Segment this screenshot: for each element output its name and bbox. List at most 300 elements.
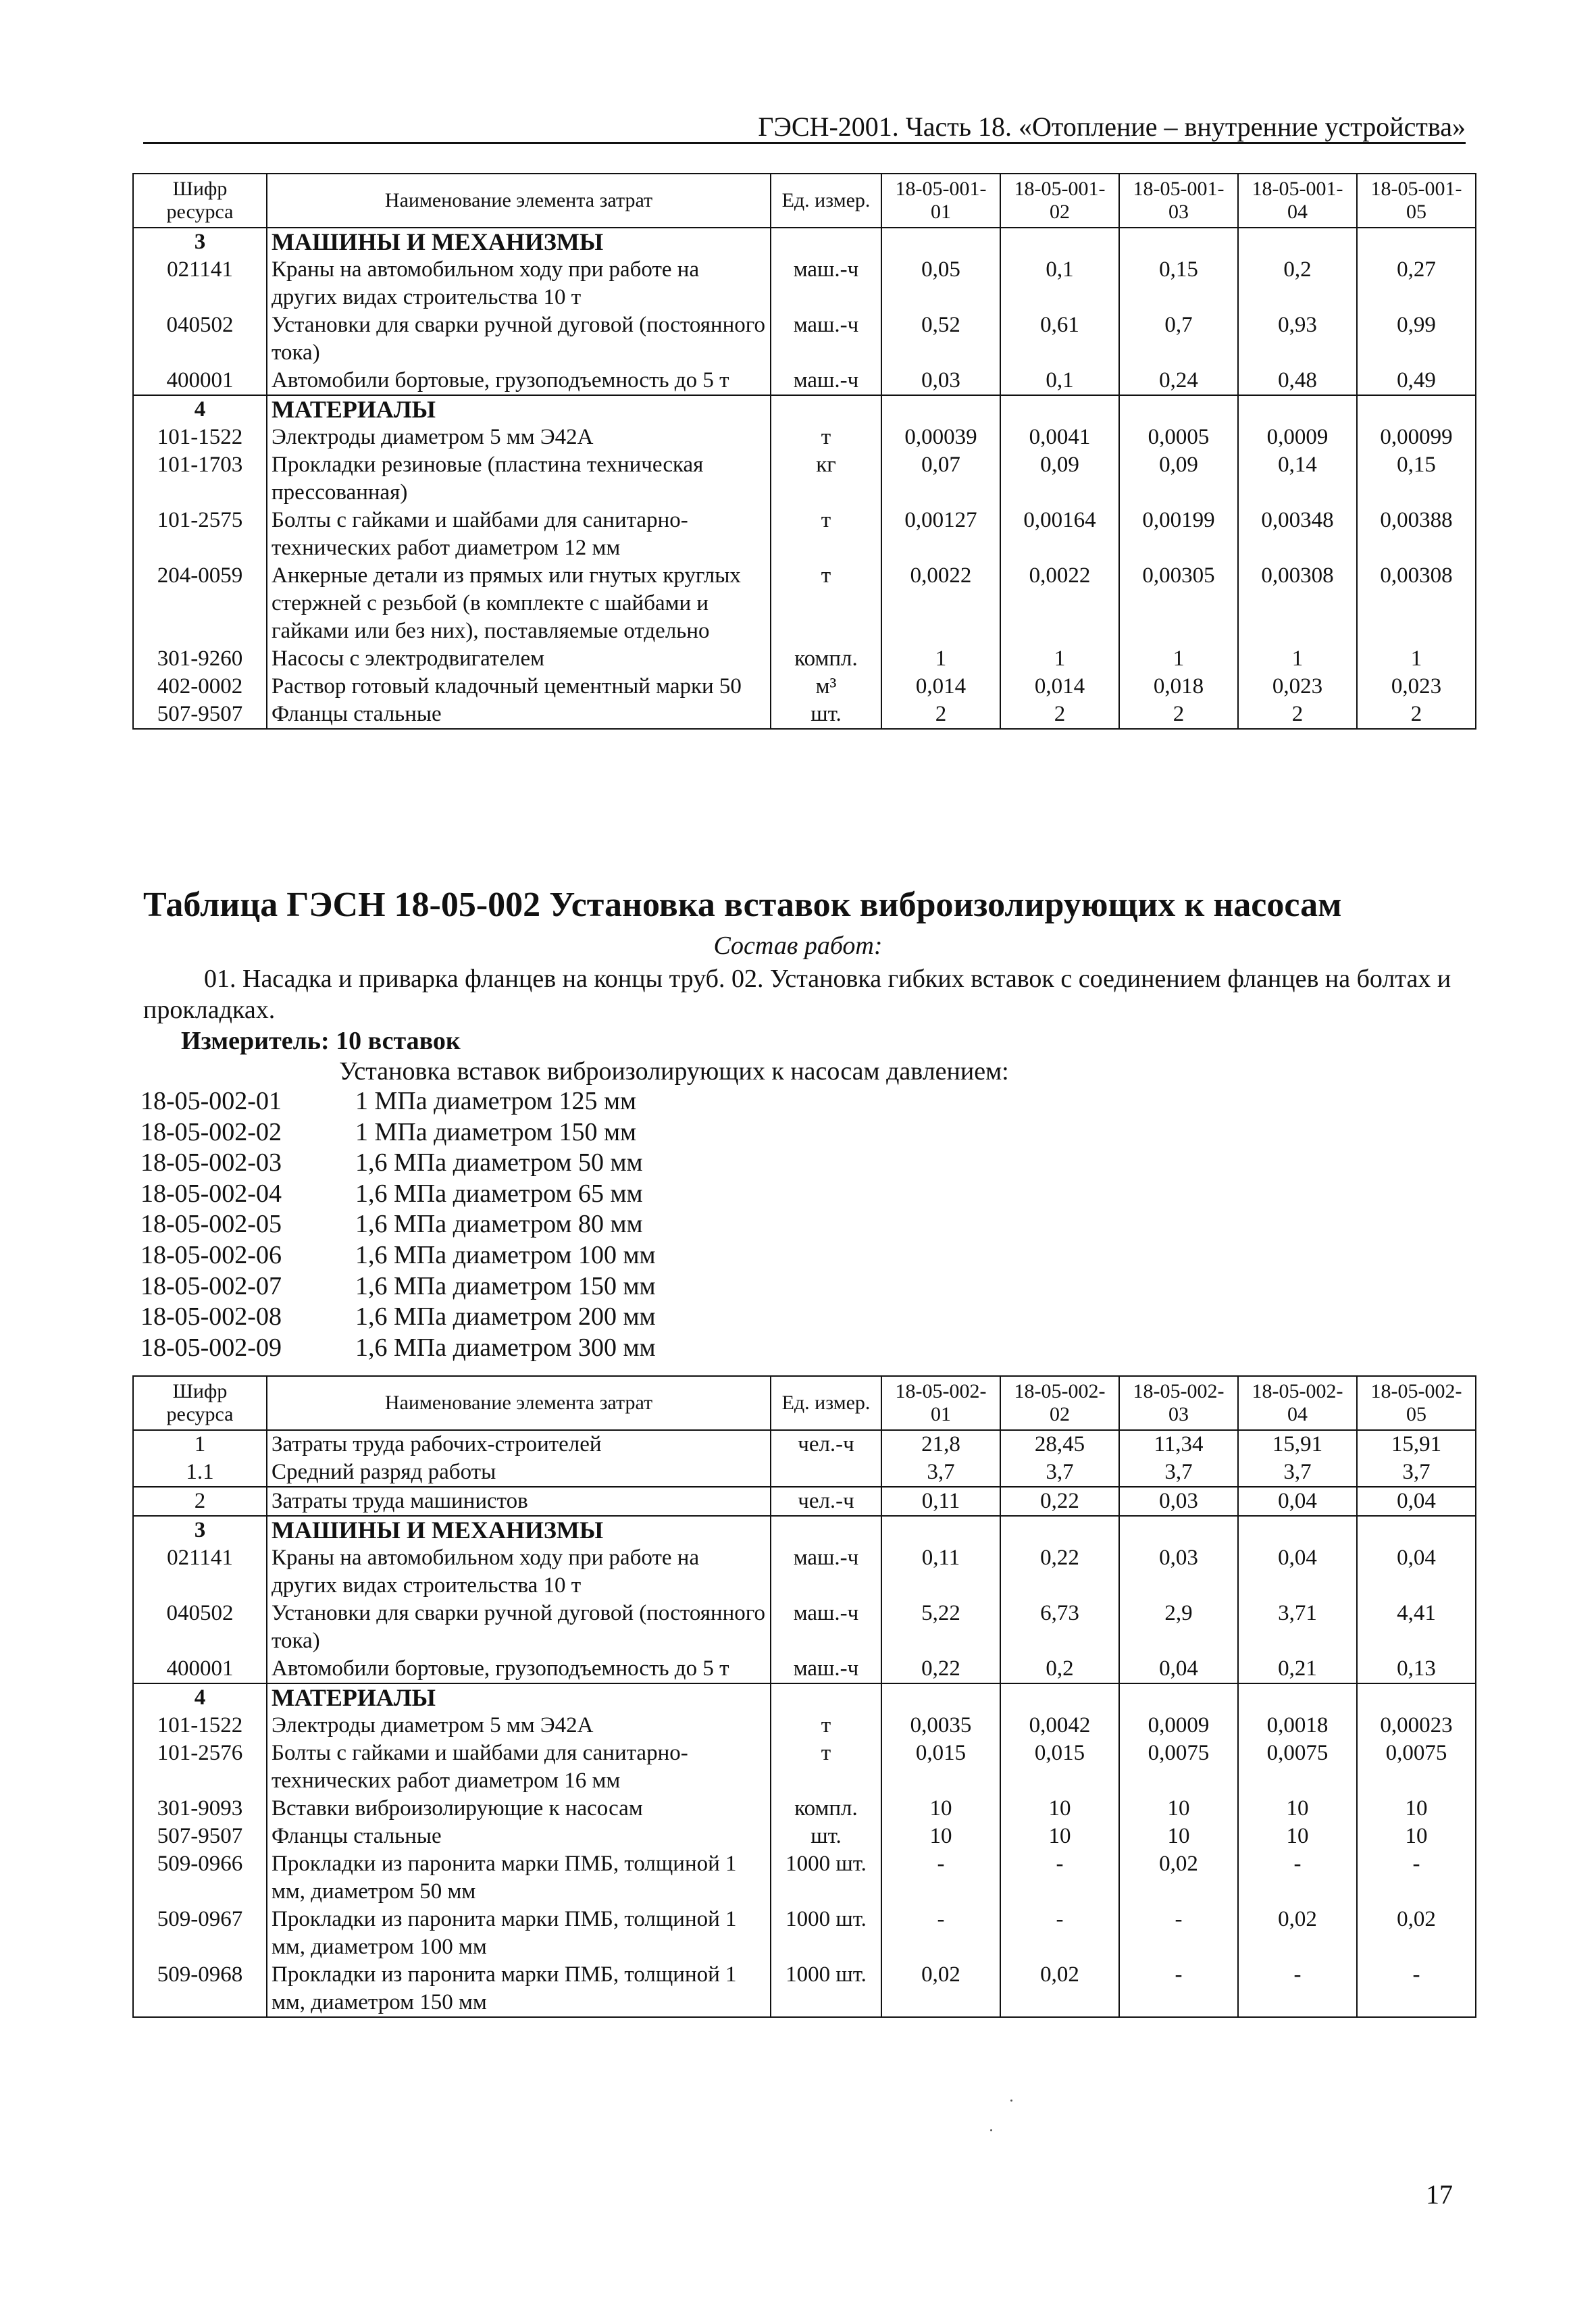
resource-table-002 xyxy=(132,1375,1476,2018)
resource-code: 509-0967 xyxy=(133,1906,267,1961)
table-row xyxy=(133,1430,1476,1458)
resource-code: 101-1522 xyxy=(133,1712,267,1739)
value-cell: - xyxy=(1238,1850,1357,1906)
section-title: МАШИНЫ И МЕХАНИЗМЫ xyxy=(267,1516,771,1544)
resource-name: Установки для сварки ручной дуговой (постоянного тока) xyxy=(267,1600,771,1655)
cell-empty xyxy=(1000,1516,1119,1544)
value-cell: 10 xyxy=(1238,1823,1357,1850)
value-cell: 0,24 xyxy=(1119,367,1238,395)
col-head-norm: 18-05-002-03 xyxy=(1119,1376,1238,1430)
norm-code: 18-05-002-06 xyxy=(140,1240,282,1269)
value-cell: 10 xyxy=(1000,1795,1119,1823)
resource-name: Насосы с электродвигателем xyxy=(267,645,771,673)
list-intro: Установка вставок виброизолирующих к насосам давлением: xyxy=(339,1057,1009,1086)
value-cell: 5,22 xyxy=(881,1600,1000,1655)
resource-name: Болты с гайками и шайбами для санитарно-технических работ диаметром 12 мм xyxy=(267,507,771,562)
unit-cell: маш.-ч xyxy=(771,1600,881,1655)
norm-code: 18-05-002-01 xyxy=(140,1087,282,1115)
value-cell: - xyxy=(881,1850,1000,1906)
resource-name: Затраты труда машинистов xyxy=(267,1487,771,1516)
value-cell: 1 xyxy=(1357,645,1476,673)
value-cell: 3,7 xyxy=(1119,1458,1238,1487)
norm-code: 18-05-002-03 xyxy=(140,1148,282,1177)
resource-name: Прокладки из паронита марки ПМБ, толщиной 1 мм, диаметром 50 мм xyxy=(267,1850,771,1906)
unit-cell: кг xyxy=(771,451,881,507)
table-row xyxy=(133,1487,1476,1516)
section-title: МАТЕРИАЛЫ xyxy=(267,395,771,424)
cell-empty xyxy=(881,395,1000,424)
cell-empty xyxy=(771,1683,881,1712)
resource-code: 509-0966 xyxy=(133,1850,267,1906)
scan-speck xyxy=(1010,2100,1012,2102)
value-cell: 3,7 xyxy=(1000,1458,1119,1487)
value-cell: 11,34 xyxy=(1119,1430,1238,1458)
value-cell: - xyxy=(1119,1961,1238,2017)
value-cell: 0,22 xyxy=(1000,1544,1119,1600)
value-cell: 0,0042 xyxy=(1000,1712,1119,1739)
table-row xyxy=(133,1906,1476,1961)
value-cell: 0,03 xyxy=(1119,1544,1238,1600)
resource-code: 1.1 xyxy=(133,1458,267,1487)
value-cell: 1 xyxy=(1119,645,1238,673)
col-head-code: Шифр ресурса xyxy=(133,174,267,228)
resource-code: 101-2575 xyxy=(133,507,267,562)
resource-code: 400001 xyxy=(133,1655,267,1683)
resource-code: 021141 xyxy=(133,1544,267,1600)
value-cell: 0,00023 xyxy=(1357,1712,1476,1739)
unit-cell: компл. xyxy=(771,645,881,673)
value-cell: 0,00305 xyxy=(1119,562,1238,645)
list-item xyxy=(140,1086,656,1117)
value-cell: 0,02 xyxy=(881,1961,1000,2017)
value-cell: 0,03 xyxy=(881,367,1000,395)
value-cell: 0,00039 xyxy=(881,424,1000,451)
value-cell: 0,7 xyxy=(1119,311,1238,367)
table-row xyxy=(133,562,1476,645)
value-cell: 0,27 xyxy=(1357,256,1476,311)
norm-code: 18-05-002-02 xyxy=(140,1117,282,1146)
resource-name: Фланцы стальные xyxy=(267,1823,771,1850)
value-cell: 0,93 xyxy=(1238,311,1357,367)
value-cell: 28,45 xyxy=(1000,1430,1119,1458)
cell-empty xyxy=(771,1516,881,1544)
table-row xyxy=(133,1600,1476,1655)
resource-name: Прокладки из паронита марки ПМБ, толщиной 1 мм, диаметром 150 мм xyxy=(267,1961,771,2017)
unit-cell: маш.-ч xyxy=(771,1544,881,1600)
norm-text: 1 МПа диаметром 125 мм xyxy=(355,1087,637,1115)
works-text: 01. Насадка и приварка фланцев на концы труб. 02. Установка гибких вставок с соединением фланцев на болтах и прокладках. xyxy=(143,965,1451,1024)
resource-code: 507-9507 xyxy=(133,1823,267,1850)
section-title: МАШИНЫ И МЕХАНИЗМЫ xyxy=(267,228,771,256)
col-head-unit: Ед. измер. xyxy=(771,174,881,228)
value-cell: 0,02 xyxy=(1000,1961,1119,2017)
table-row xyxy=(133,645,1476,673)
unit-cell: 1000 шт. xyxy=(771,1906,881,1961)
value-cell: 15,91 xyxy=(1238,1430,1357,1458)
norm-text: 1,6 МПа диаметром 65 мм xyxy=(355,1179,643,1208)
resource-code: 101-1522 xyxy=(133,424,267,451)
value-cell: 2 xyxy=(1238,701,1357,729)
list-item xyxy=(140,1333,656,1364)
value-cell: 0,014 xyxy=(881,673,1000,701)
cell-empty xyxy=(1119,1683,1238,1712)
col-head-norm: 18-05-001-04 xyxy=(1238,174,1357,228)
col-head-norm: 18-05-002-02 xyxy=(1000,1376,1119,1430)
value-cell: 0,21 xyxy=(1238,1655,1357,1683)
table-header-row xyxy=(133,1376,1476,1430)
cell-empty xyxy=(1000,228,1119,256)
value-cell: 1 xyxy=(1000,645,1119,673)
table-header-row xyxy=(133,174,1476,228)
value-cell: 0,02 xyxy=(1357,1906,1476,1961)
resource-code: 1 xyxy=(133,1430,267,1458)
norm-text: 1,6 МПа диаметром 150 мм xyxy=(355,1271,656,1300)
resource-table-001 xyxy=(132,173,1476,730)
value-cell: 0,13 xyxy=(1357,1655,1476,1683)
table-row xyxy=(133,507,1476,562)
value-cell: 0,99 xyxy=(1357,311,1476,367)
value-cell: 0,05 xyxy=(881,256,1000,311)
unit-cell: маш.-ч xyxy=(771,367,881,395)
cell-empty xyxy=(1000,395,1119,424)
value-cell: 0,018 xyxy=(1119,673,1238,701)
cell-empty xyxy=(1000,1683,1119,1712)
resource-name: Фланцы стальные xyxy=(267,701,771,729)
col-head-norm: 18-05-001-01 xyxy=(881,174,1000,228)
resource-code: 3 xyxy=(133,228,267,256)
table-row xyxy=(133,673,1476,701)
resource-code: 301-9260 xyxy=(133,645,267,673)
norm-text: 1,6 МПа диаметром 80 мм xyxy=(355,1210,643,1239)
value-cell: 0,22 xyxy=(881,1655,1000,1683)
value-cell: 10 xyxy=(881,1823,1000,1850)
page-number: 17 xyxy=(1426,2179,1453,2210)
value-cell: 0,0009 xyxy=(1119,1712,1238,1739)
norm-code: 18-05-002-04 xyxy=(140,1179,282,1208)
resource-code: 4 xyxy=(133,1683,267,1712)
cell-empty xyxy=(881,1516,1000,1544)
norm-list xyxy=(140,1086,656,1363)
value-cell: 0,023 xyxy=(1357,673,1476,701)
unit-cell: т xyxy=(771,507,881,562)
resource-code: 402-0002 xyxy=(133,673,267,701)
value-cell: 0,00308 xyxy=(1357,562,1476,645)
section-row xyxy=(133,1683,1476,1712)
value-cell: 3,7 xyxy=(881,1458,1000,1487)
unit-cell: чел.-ч xyxy=(771,1430,881,1458)
cell-empty xyxy=(1119,1516,1238,1544)
value-cell: 0,0018 xyxy=(1238,1712,1357,1739)
value-cell: 2,9 xyxy=(1119,1600,1238,1655)
resource-name: Краны на автомобильном ходу при работе на других видах строительства 10 т xyxy=(267,1544,771,1600)
unit-cell: 1000 шт. xyxy=(771,1850,881,1906)
cell-empty xyxy=(1357,395,1476,424)
scan-speck xyxy=(990,2129,992,2131)
norm-text: 1,6 МПа диаметром 200 мм xyxy=(355,1302,656,1331)
cell-empty xyxy=(1238,1683,1357,1712)
norm-text: 1,6 МПа диаметром 100 мм xyxy=(355,1240,656,1269)
value-cell: - xyxy=(1238,1961,1357,2017)
list-item xyxy=(140,1117,656,1148)
col-head-norm: 18-05-001-03 xyxy=(1119,174,1238,228)
value-cell: 0,02 xyxy=(1238,1906,1357,1961)
table-row xyxy=(133,701,1476,729)
value-cell: 0,61 xyxy=(1000,311,1119,367)
resource-name: Затраты труда рабочих-строителей xyxy=(267,1430,771,1458)
cell-empty xyxy=(881,1683,1000,1712)
resource-code: 101-2576 xyxy=(133,1739,267,1795)
cell-empty xyxy=(1357,1683,1476,1712)
table-row xyxy=(133,1961,1476,2017)
resource-name: Анкерные детали из прямых или гнутых круглых стержней с резьбой (в комплекте с шайбами и гайками или без них), поставляемые отдельно xyxy=(267,562,771,645)
resource-name: Прокладки резиновые (пластина техническая прессованная) xyxy=(267,451,771,507)
resource-code: 507-9507 xyxy=(133,701,267,729)
value-cell: 10 xyxy=(1238,1795,1357,1823)
value-cell: 0,00348 xyxy=(1238,507,1357,562)
value-cell: - xyxy=(1357,1850,1476,1906)
value-cell: 0,0041 xyxy=(1000,424,1119,451)
value-cell: 1 xyxy=(1238,645,1357,673)
list-item xyxy=(140,1209,656,1240)
unit-cell: т xyxy=(771,562,881,645)
norm-text: 1,6 МПа диаметром 50 мм xyxy=(355,1148,643,1177)
resource-code: 400001 xyxy=(133,367,267,395)
value-cell: 10 xyxy=(1357,1795,1476,1823)
table-row xyxy=(133,1712,1476,1739)
value-cell: 0,48 xyxy=(1238,367,1357,395)
value-cell: 0,2 xyxy=(1238,256,1357,311)
col-head-name: Наименование элемента затрат xyxy=(267,174,771,228)
value-cell: 0,015 xyxy=(881,1739,1000,1795)
cell-empty xyxy=(881,228,1000,256)
resource-name: Прокладки из паронита марки ПМБ, толщиной 1 мм, диаметром 100 мм xyxy=(267,1906,771,1961)
running-header xyxy=(143,108,1466,144)
value-cell: 0,04 xyxy=(1238,1544,1357,1600)
value-cell: 0,0022 xyxy=(881,562,1000,645)
resource-code: 2 xyxy=(133,1487,267,1516)
table-row xyxy=(133,1823,1476,1850)
value-cell: - xyxy=(1119,1906,1238,1961)
table-row xyxy=(133,367,1476,395)
resource-name: Автомобили бортовые, грузоподъемность до 5 т xyxy=(267,1655,771,1683)
value-cell: - xyxy=(1000,1850,1119,1906)
list-item xyxy=(140,1240,656,1271)
col-head-norm: 18-05-002-04 xyxy=(1238,1376,1357,1430)
unit-cell: маш.-ч xyxy=(771,311,881,367)
cell-empty xyxy=(1238,228,1357,256)
resource-code: 040502 xyxy=(133,1600,267,1655)
resource-code: 021141 xyxy=(133,256,267,311)
value-cell: 10 xyxy=(1119,1823,1238,1850)
resource-name: Автомобили бортовые, грузоподъемность до 5 т xyxy=(267,367,771,395)
resource-name: Электроды диаметром 5 мм Э42А xyxy=(267,424,771,451)
table-title: Таблица ГЭСН 18-05-002 Установка вставок виброизолирующих к насосам xyxy=(143,886,1342,924)
col-head-norm: 18-05-001-05 xyxy=(1357,174,1476,228)
resource-name: Болты с гайками и шайбами для санитарно-технических работ диаметром 16 мм xyxy=(267,1739,771,1795)
norm-text: 1 МПа диаметром 150 мм xyxy=(355,1117,637,1146)
unit-cell: т xyxy=(771,424,881,451)
col-head-norm: 18-05-001-02 xyxy=(1000,174,1119,228)
value-cell: - xyxy=(881,1906,1000,1961)
value-cell: 0,04 xyxy=(1357,1544,1476,1600)
value-cell: 0,0009 xyxy=(1238,424,1357,451)
value-cell: 0,023 xyxy=(1238,673,1357,701)
unit-cell xyxy=(771,1458,881,1487)
value-cell: 2 xyxy=(1119,701,1238,729)
value-cell: 3,71 xyxy=(1238,1600,1357,1655)
value-cell: 0,14 xyxy=(1238,451,1357,507)
resource-code: 509-0968 xyxy=(133,1961,267,2017)
value-cell: 0,11 xyxy=(881,1487,1000,1516)
resource-code: 4 xyxy=(133,395,267,424)
resource-name: Электроды диаметром 5 мм Э42А xyxy=(267,1712,771,1739)
value-cell: 2 xyxy=(1357,701,1476,729)
list-item xyxy=(140,1179,656,1210)
norm-code: 18-05-002-08 xyxy=(140,1302,282,1331)
norm-text: 1,6 МПа диаметром 300 мм xyxy=(355,1333,656,1362)
value-cell: 10 xyxy=(1357,1823,1476,1850)
col-head-norm: 18-05-002-01 xyxy=(881,1376,1000,1430)
table-row xyxy=(133,1655,1476,1683)
unit-cell: шт. xyxy=(771,1823,881,1850)
value-cell: 21,8 xyxy=(881,1430,1000,1458)
cell-empty xyxy=(1238,1516,1357,1544)
resource-code: 301-9093 xyxy=(133,1795,267,1823)
value-cell: 0,00127 xyxy=(881,507,1000,562)
section-title: МАТЕРИАЛЫ xyxy=(267,1683,771,1712)
norm-code: 18-05-002-05 xyxy=(140,1210,282,1239)
norm-code: 18-05-002-07 xyxy=(140,1271,282,1300)
value-cell: 10 xyxy=(881,1795,1000,1823)
unit-cell: т xyxy=(771,1712,881,1739)
list-item xyxy=(140,1302,656,1333)
value-cell: 0,00199 xyxy=(1119,507,1238,562)
meter-text: Измеритель: 10 вставок xyxy=(181,1027,461,1055)
value-cell: 0,00099 xyxy=(1357,424,1476,451)
value-cell: 0,014 xyxy=(1000,673,1119,701)
unit-cell: чел.-ч xyxy=(771,1487,881,1516)
list-item xyxy=(140,1148,656,1179)
unit-cell: шт. xyxy=(771,701,881,729)
value-cell: - xyxy=(1357,1961,1476,2017)
unit-cell: компл. xyxy=(771,1795,881,1823)
section-row xyxy=(133,1516,1476,1544)
value-cell: 3,7 xyxy=(1357,1458,1476,1487)
value-cell: 0,49 xyxy=(1357,367,1476,395)
resource-code: 040502 xyxy=(133,311,267,367)
value-cell: 0,0075 xyxy=(1238,1739,1357,1795)
value-cell: 0,1 xyxy=(1000,256,1119,311)
value-cell: 0,0005 xyxy=(1119,424,1238,451)
cell-empty xyxy=(771,395,881,424)
value-cell: 2 xyxy=(1000,701,1119,729)
resource-code: 3 xyxy=(133,1516,267,1544)
cell-empty xyxy=(1119,395,1238,424)
resource-name: Вставки виброизолирующие к насосам xyxy=(267,1795,771,1823)
table-row xyxy=(133,451,1476,507)
value-cell: 3,7 xyxy=(1238,1458,1357,1487)
unit-cell: маш.-ч xyxy=(771,256,881,311)
table-row xyxy=(133,424,1476,451)
value-cell: 0,52 xyxy=(881,311,1000,367)
table-row xyxy=(133,1544,1476,1600)
value-cell: 0,09 xyxy=(1119,451,1238,507)
value-cell: 1 xyxy=(881,645,1000,673)
value-cell: 0,0075 xyxy=(1357,1739,1476,1795)
value-cell: 0,0035 xyxy=(881,1712,1000,1739)
unit-cell: т xyxy=(771,1739,881,1795)
value-cell: 15,91 xyxy=(1357,1430,1476,1458)
value-cell: 10 xyxy=(1000,1823,1119,1850)
resource-name: Средний разряд работы xyxy=(267,1458,771,1487)
list-item xyxy=(140,1271,656,1302)
value-cell: 6,73 xyxy=(1000,1600,1119,1655)
table-row xyxy=(133,1850,1476,1906)
value-cell: 0,0022 xyxy=(1000,562,1119,645)
value-cell: 0,00308 xyxy=(1238,562,1357,645)
section-row xyxy=(133,395,1476,424)
value-cell: 2 xyxy=(881,701,1000,729)
value-cell: 0,02 xyxy=(1119,1850,1238,1906)
value-cell: 0,04 xyxy=(1357,1487,1476,1516)
value-cell: 0,015 xyxy=(1000,1739,1119,1795)
value-cell: 0,0075 xyxy=(1119,1739,1238,1795)
value-cell: - xyxy=(1000,1906,1119,1961)
col-head-unit: Ед. измер. xyxy=(771,1376,881,1430)
works-caption: Состав работ: xyxy=(713,932,883,960)
value-cell: 0,07 xyxy=(881,451,1000,507)
section-row xyxy=(133,228,1476,256)
cell-empty xyxy=(1357,1516,1476,1544)
value-cell: 0,03 xyxy=(1119,1487,1238,1516)
col-head-norm: 18-05-002-05 xyxy=(1357,1376,1476,1430)
resource-code: 204-0059 xyxy=(133,562,267,645)
value-cell: 0,15 xyxy=(1357,451,1476,507)
cell-empty xyxy=(771,228,881,256)
value-cell: 0,1 xyxy=(1000,367,1119,395)
resource-name: Краны на автомобильном ходу при работе на других видах строительства 10 т xyxy=(267,256,771,311)
col-head-name: Наименование элемента затрат xyxy=(267,1376,771,1430)
cell-empty xyxy=(1357,228,1476,256)
value-cell: 0,00388 xyxy=(1357,507,1476,562)
unit-cell: маш.-ч xyxy=(771,1655,881,1683)
col-head-code: Шифр ресурса xyxy=(133,1376,267,1430)
value-cell: 0,15 xyxy=(1119,256,1238,311)
value-cell: 0,22 xyxy=(1000,1487,1119,1516)
resource-name: Установки для сварки ручной дуговой (постоянного тока) xyxy=(267,311,771,367)
value-cell: 0,11 xyxy=(881,1544,1000,1600)
unit-cell: 1000 шт. xyxy=(771,1961,881,2017)
resource-name: Раствор готовый кладочный цементный марки 50 xyxy=(267,673,771,701)
header-title: ГЭСН-2001. Часть 18. «Отопление – внутренние устройства» xyxy=(758,111,1466,142)
value-cell: 0,2 xyxy=(1000,1655,1119,1683)
value-cell: 10 xyxy=(1119,1795,1238,1823)
value-cell: 0,09 xyxy=(1000,451,1119,507)
value-cell: 4,41 xyxy=(1357,1600,1476,1655)
value-cell: 0,04 xyxy=(1119,1655,1238,1683)
norm-code: 18-05-002-09 xyxy=(140,1333,282,1362)
resource-code: 101-1703 xyxy=(133,451,267,507)
table-row xyxy=(133,1795,1476,1823)
table-row xyxy=(133,1739,1476,1795)
table-row xyxy=(133,256,1476,311)
unit-cell: м³ xyxy=(771,673,881,701)
value-cell: 0,00164 xyxy=(1000,507,1119,562)
value-cell: 0,04 xyxy=(1238,1487,1357,1516)
table-row xyxy=(133,1458,1476,1487)
table-row xyxy=(133,311,1476,367)
cell-empty xyxy=(1238,395,1357,424)
